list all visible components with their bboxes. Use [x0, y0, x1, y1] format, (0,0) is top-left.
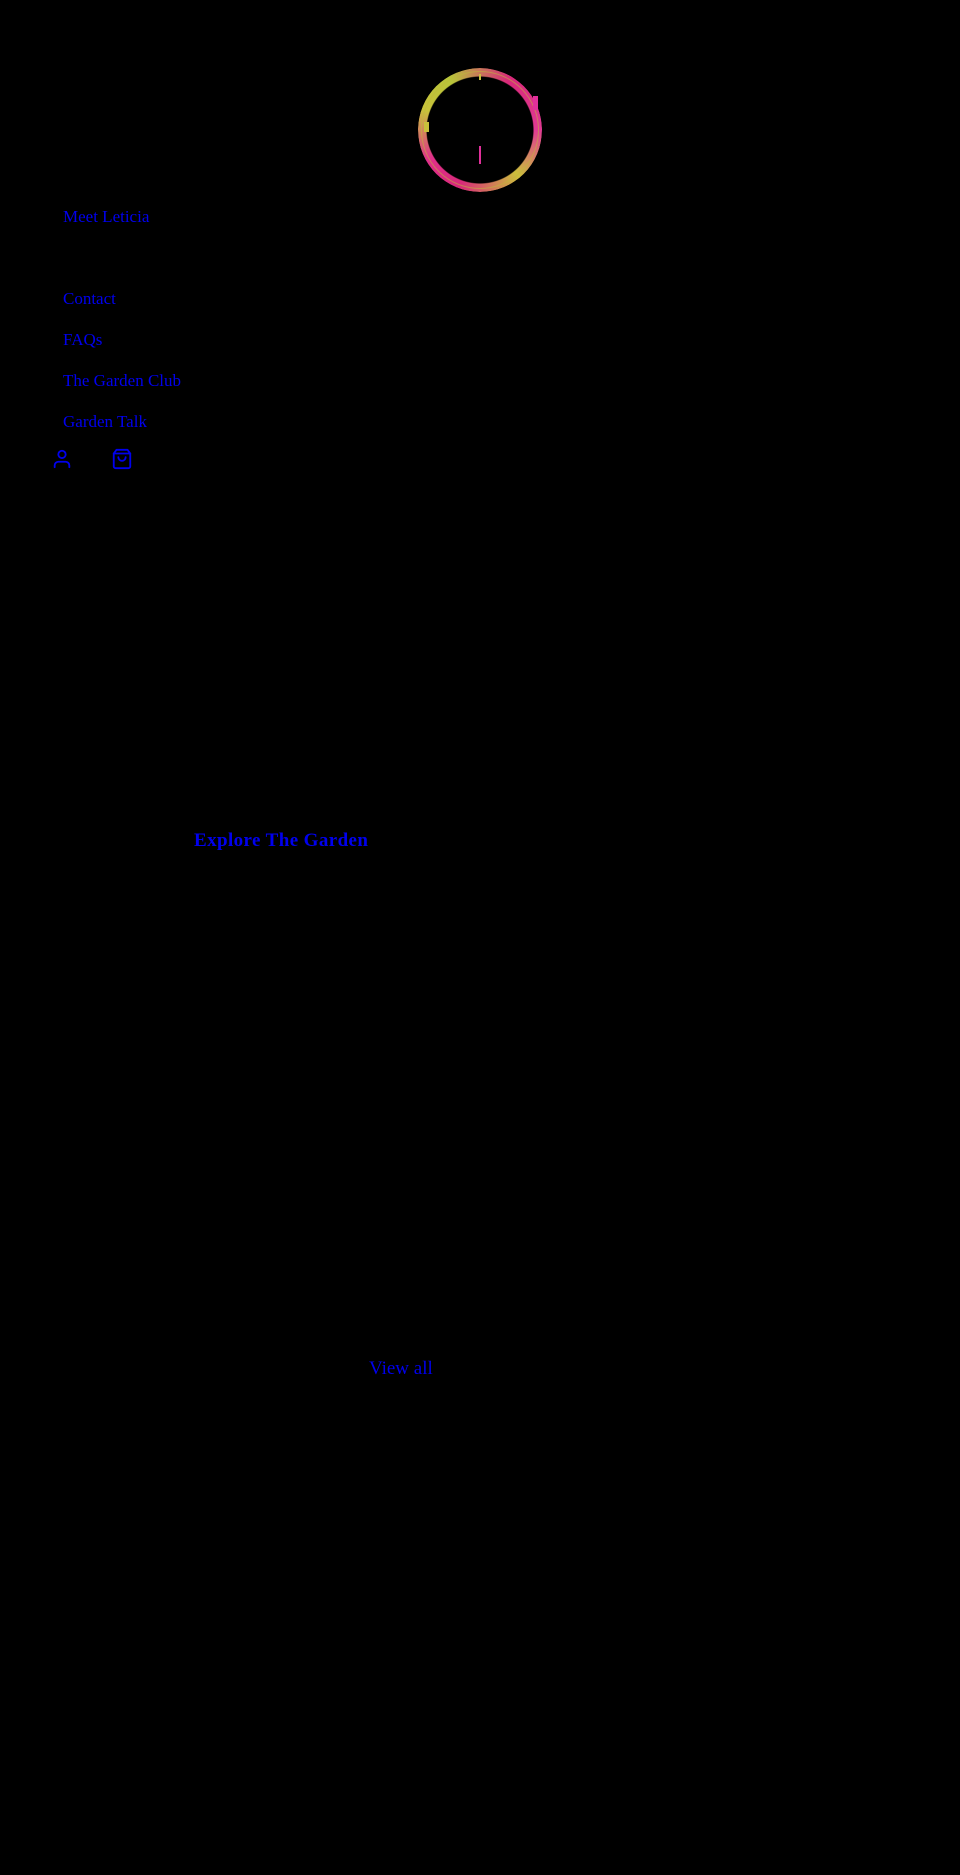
explore-section-heading: Explore The Garden	[194, 829, 369, 851]
nav-link-contact[interactable]: Contact	[63, 289, 116, 308]
header-icon-row	[48, 445, 136, 473]
shopping-bag-icon[interactable]	[108, 445, 136, 473]
logo-tick-left-icon	[424, 122, 429, 132]
logo-tick-right-icon	[533, 96, 538, 110]
view-all-link[interactable]: View all	[369, 1358, 433, 1379]
logo-tick-top-icon	[479, 74, 481, 80]
nav-link-faqs[interactable]: FAQs	[63, 330, 103, 349]
logo-ring-icon	[418, 68, 542, 192]
site-logo[interactable]	[418, 68, 542, 192]
logo-tick-center-icon	[479, 146, 481, 164]
nav-link-meet-leticia[interactable]: Meet Leticia	[63, 207, 150, 226]
nav-link-the-garden-club[interactable]: The Garden Club	[63, 371, 182, 390]
nav-link-garden-talk[interactable]: Garden Talk	[63, 412, 147, 431]
account-icon[interactable]	[48, 445, 76, 473]
